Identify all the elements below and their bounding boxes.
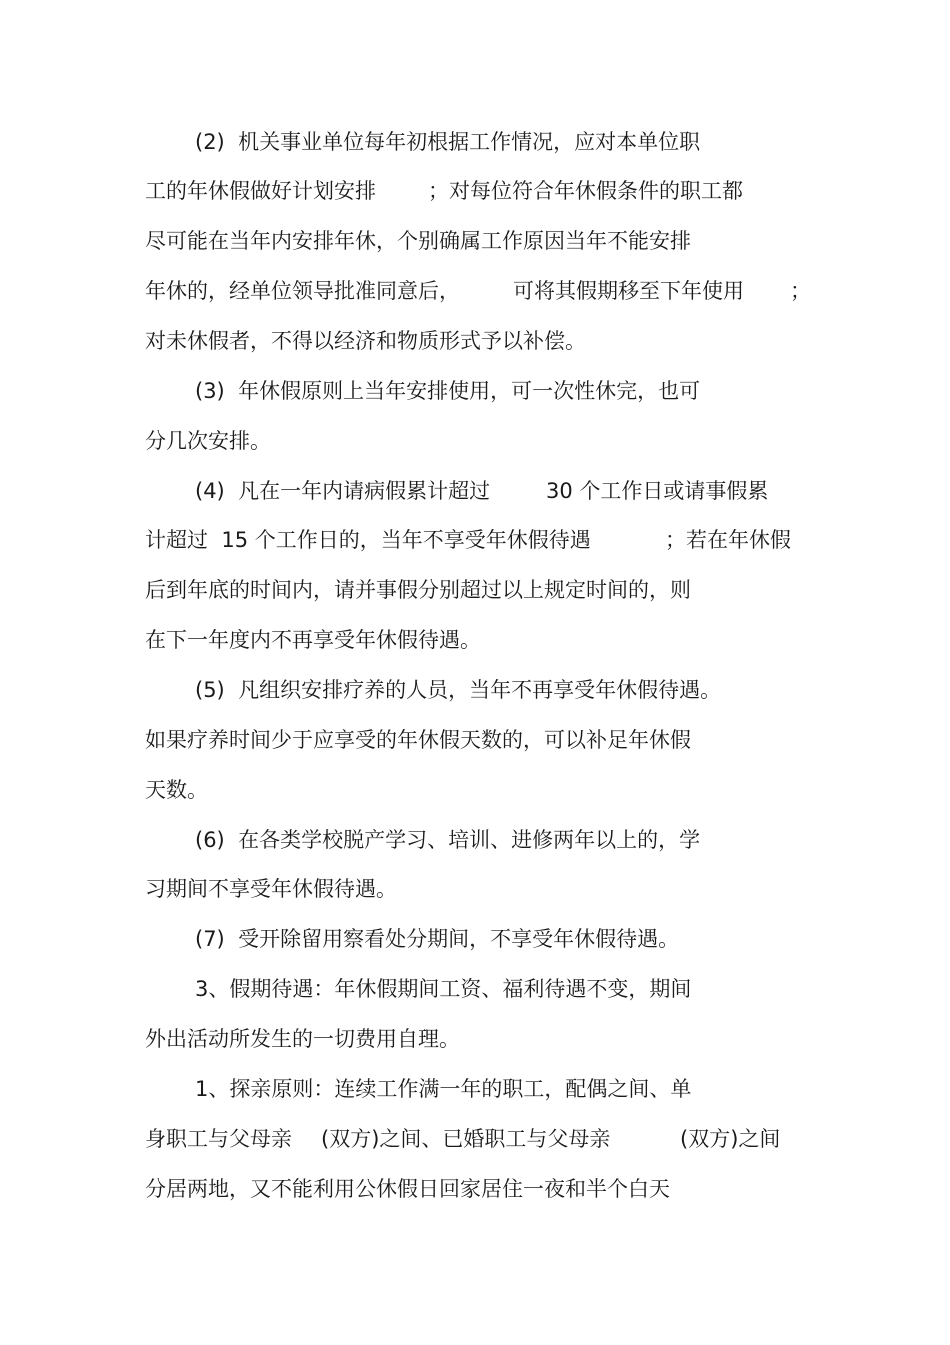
text-segment: 工的年休假做好计划安排 [145,179,376,203]
text-line [0,825,701,855]
text-segment: 在下一年度内不再享受年休假待遇。 [145,628,481,652]
text-segment: ； [790,279,811,303]
text-line [0,575,691,605]
text-line [0,376,701,406]
text-segment: 天数。 [145,778,208,802]
text-segment: 分几次安排。 [145,429,271,453]
text-line [0,525,791,555]
text-segment: (7) 受开除留用察看处分期间，不享受年休假待遇。 [195,927,680,951]
text-segment: 3、假期待遇：年休假期间工资、福利待遇不变，期间 [195,977,692,1001]
text-line [0,625,481,655]
text-line [0,276,811,306]
text-segment: 1、探亲原则：连续工作满一年的职工，配偶之间、单 [195,1077,692,1101]
text-segment: ；若在年休假 [665,528,791,552]
text-segment: 习期间不享受年休假待遇。 [145,877,397,901]
text-line [0,1124,781,1154]
text-segment: 30 个工作日或请事假累 [546,479,769,503]
text-segment: (5) 凡组织安排疗养的人员，当年不再享受年休假待遇。 [195,678,722,702]
text-line [0,127,701,157]
text-segment: 计超过 15 个工作日的，当年不享受年休假待遇 [145,528,591,552]
text-segment: 如果疗养时间少于应享受的年休假天数的，可以补足年休假 [145,728,691,752]
text-segment: 年休的，经单位领导批准同意后， [145,279,460,303]
text-segment: (3) 年休假原则上当年安排使用，可一次性休完，也可 [195,379,701,403]
text-line [0,1074,692,1104]
text-segment: 对未休假者，不得以经济和物质形式予以补偿。 [145,329,586,353]
text-line [0,675,722,705]
text-segment: 后到年底的时间内，请并事假分别超过以上规定时间的，则 [145,578,691,602]
text-line [0,725,691,755]
text-line [0,874,397,904]
text-segment: ；对每位符合年休假条件的职工都 [428,179,743,203]
text-segment: 可将其假期移至下年使用 [513,279,744,303]
text-line [0,1174,670,1204]
text-segment: (双方)之间 [680,1127,781,1151]
text-line [0,924,680,954]
text-line [0,1024,460,1054]
text-line [0,775,208,805]
text-segment: 外出活动所发生的一切费用自理。 [145,1027,460,1051]
text-line [0,176,743,206]
text-line [0,426,271,456]
text-segment: 身职工与父母亲 [145,1127,292,1151]
text-segment: (4) 凡在一年内请病假累计超过 [195,479,491,503]
text-segment: (2) 机关事业单位每年初根据工作情况，应对本单位职 [195,130,701,154]
text-segment: (6) 在各类学校脱产学习、培训、进修两年以上的，学 [195,828,701,852]
text-segment: (双方)之间、已婚职工与父母亲 [321,1127,611,1151]
text-line [0,326,586,356]
text-line [0,226,691,256]
text-line [0,476,769,506]
text-segment: 分居两地，又不能利用公休假日回家居住一夜和半个白天 [145,1177,670,1201]
text-line [0,974,692,1004]
text-segment: 尽可能在当年内安排年休，个别确属工作原因当年不能安排 [145,229,691,253]
